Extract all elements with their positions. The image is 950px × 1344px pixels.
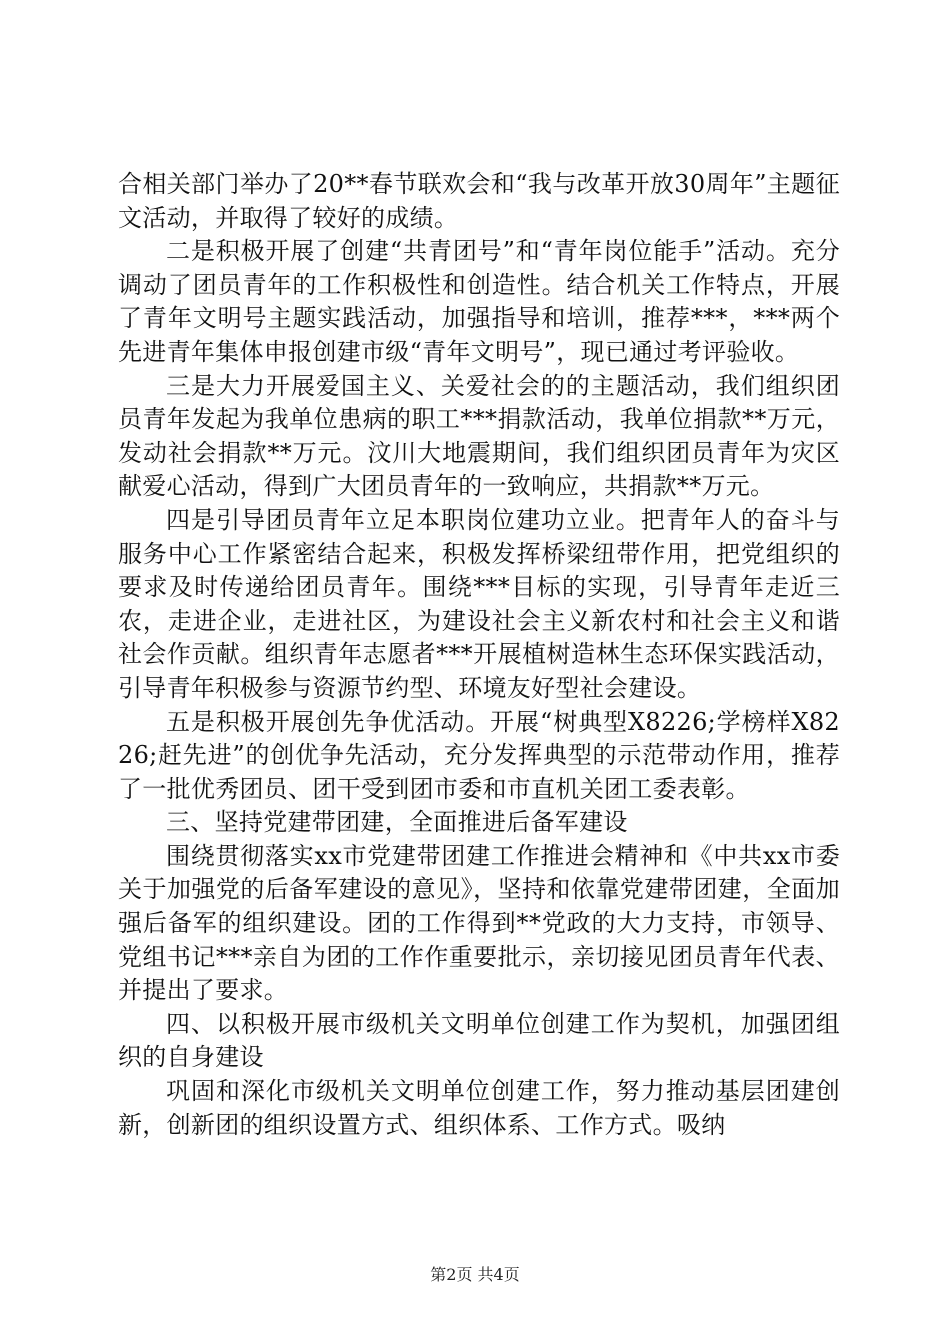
document-body [118,168,840,1142]
paragraph-5: 五是积极开展创先争优活动。开展“树典型X8226;学榜样X8226;赶先进”的创优争先活动，充分发挥典型的示范带动作用，推荐了一批优秀团员、团干受到团市委和市直机关团工委表彰。 [118,707,840,803]
paragraph-2: 二是积极开展了创建“共青团号”和“青年岗位能手”活动。充分调动了团员青年的工作积极性和创造性。结合机关工作特点，开展了青年文明号主题实践活动，加强指导和培训，推荐***，***两个先进青年集体申报创建市级“青年文明号”，现已通过考评验收。 [118,237,840,366]
paragraph-3: 三是大力开展爱国主义、关爱社会的的主题活动，我们组织团员青年发起为我单位患病的职工***捐款活动，我单位捐款**万元，发动社会捐款**万元。汶川大地震期间，我们组织团员青年为灾区献爱心活动，得到广大团员青年的一致响应，共捐款**万元。 [118,371,840,501]
section-heading-3: 三、坚持党建带团建，全面推进后备军建设 [166,808,628,837]
section-heading-4: 四、以积极开展市级机关文明单位创建工作为契机，加强团组织的自身建设 [118,1009,840,1072]
paragraph-6: 围绕贯彻落实xx市党建带团建工作推进会精神和《中共xx市委关于加强党的后备军建设的意见》，坚持和依靠党建带团建，全面加强后备军的组织建设。团的工作得到**党政的大力支持，市领导、党组书记***亲自为团的工作作重要批示，亲切接见团员青年代表、并提出了要求。 [118,841,840,1005]
paragraph-4: 四是引导团员青年立足本职岗位建功立业。把青年人的奋斗与服务中心工作紧密结合起来，积极发挥桥梁纽带作用，把党组织的要求及时传递给团员青年。围绕***目标的实现，引导青年走近三农，走进企业，走进社区，为建设社会主义新农村和社会主义和谐社会作贡献。组织青年志愿者***开展植树造林生态环保实践活动，引导青年积极参与资源节约型、环境友好型社会建设。 [118,505,840,702]
paragraph-7: 巩固和深化市级机关文明单位创建工作，努力推动基层团建创新，创新团的组织设置方式、组织体系、工作方式。吸纳 [118,1077,840,1139]
paragraph-1: 合相关部门举办了20**春节联欢会和“我与改革开放30周年”主题征文活动，并取得了较好的成绩。 [118,170,840,232]
page-footer: 第2页 共4页 [430,1265,520,1284]
